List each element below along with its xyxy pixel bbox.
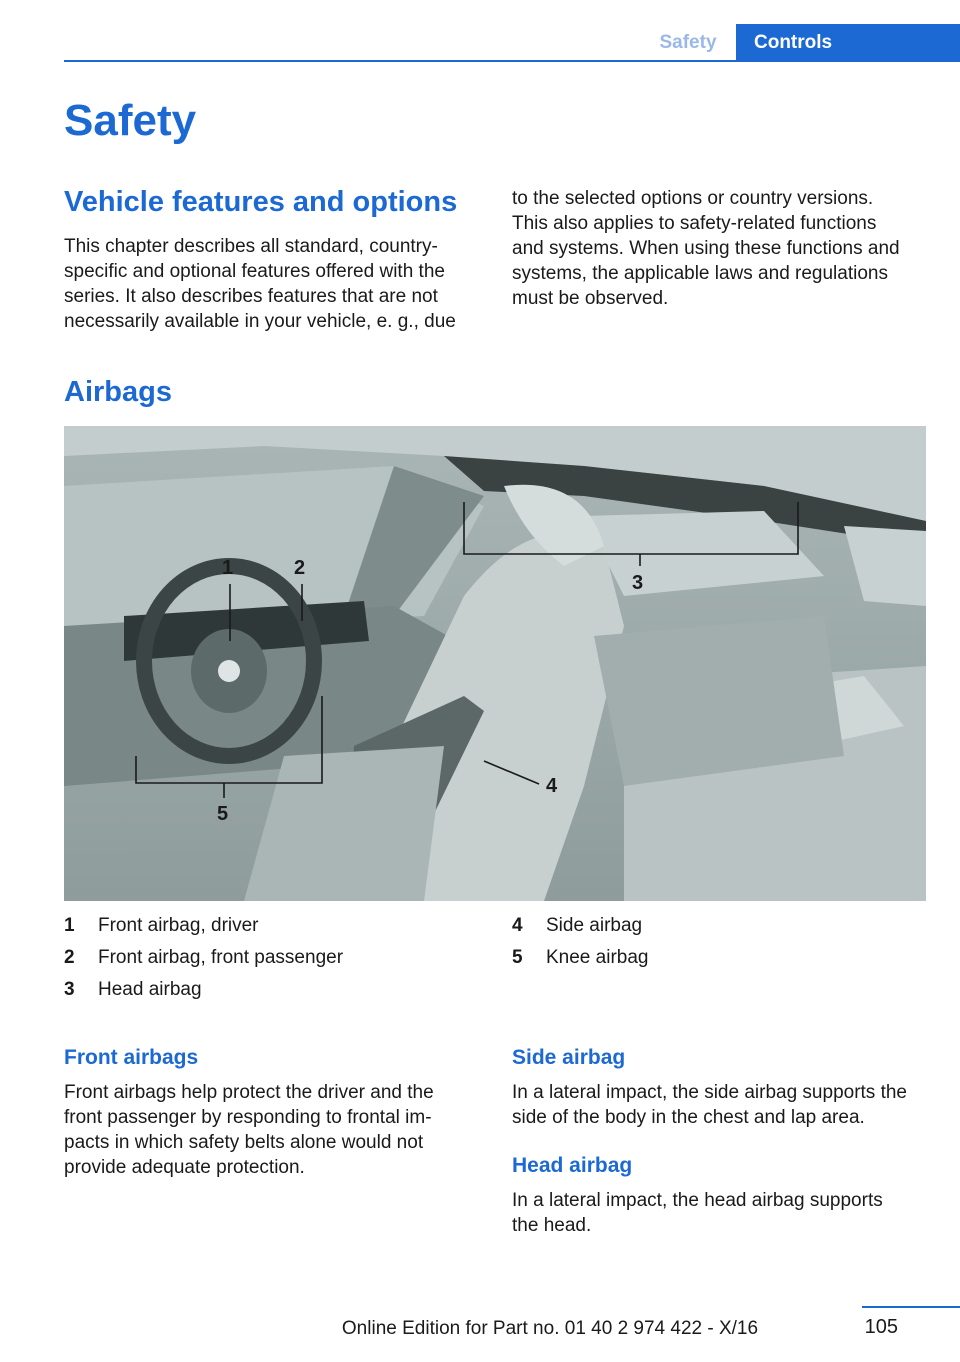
text-line: side of the body in the chest and lap area.: [512, 1107, 865, 1128]
legend-item: [512, 910, 932, 942]
legend-number: 2: [64, 947, 75, 968]
text-line: the head.: [512, 1215, 592, 1236]
text-line: must be observed.: [512, 288, 669, 309]
page-number: 105: [864, 1316, 898, 1338]
legend-label: Front airbag, front passenger: [98, 947, 344, 968]
head-airbag-text: [512, 1188, 932, 1238]
text-line: specific and optional features offered with the: [64, 261, 445, 282]
legend-item: [64, 942, 504, 974]
figure-legend-left: [64, 910, 504, 1006]
front-airbags-heading: Front airbags: [64, 1046, 199, 1069]
figure-legend-right: [512, 910, 932, 974]
text-line: series. It also describes features that are not: [64, 286, 438, 307]
text-line: to the selected options or country versions.: [512, 188, 874, 209]
header-section-tab[interactable]: Safety: [659, 32, 717, 53]
footer-rule: [862, 1306, 960, 1308]
front-airbags-text: [64, 1080, 484, 1180]
text-line: This also applies to safety-related functions: [512, 213, 877, 234]
text-line: front passenger by responding to frontal im‐: [64, 1107, 432, 1128]
callout-4: 4: [546, 775, 558, 797]
callout-1: 1: [222, 557, 234, 579]
legend-number: 3: [64, 979, 75, 1000]
callout-3: 3: [632, 572, 644, 594]
text-line: provide adequate protection.: [64, 1157, 305, 1178]
car-interior-drawing: [64, 426, 926, 901]
text-line: pacts in which safety belts alone would not: [64, 1132, 424, 1153]
legend-item: [64, 910, 504, 942]
legend-label: Head airbag: [98, 979, 202, 1000]
callout-2: 2: [294, 557, 306, 579]
text-line: necessarily available in your vehicle, e. g., due: [64, 311, 456, 332]
legend-item: [512, 942, 932, 974]
text-line: This chapter describes all standard, country-: [64, 236, 438, 257]
legend-number: 5: [512, 947, 523, 968]
legend-label: Side airbag: [546, 915, 643, 936]
legend-label: Knee airbag: [546, 947, 649, 968]
vehicle-features-text-col2: [512, 186, 932, 311]
page-title: Safety: [64, 96, 197, 145]
text-line: and systems. When using these functions and: [512, 238, 900, 259]
text-line: Front airbags help protect the driver and the: [64, 1082, 434, 1103]
edition-note: Online Edition for Part no. 01 40 2 974 422 - X/16: [341, 1318, 759, 1339]
header-rule: [64, 60, 960, 62]
vehicle-features-text-col1: [64, 234, 484, 334]
text-line: In a lateral impact, the head airbag supports: [512, 1190, 883, 1211]
vehicle-features-heading: Vehicle features and options: [64, 186, 458, 218]
airbag-locations-illustration: [64, 426, 926, 901]
side-airbag-heading: Side airbag: [512, 1046, 626, 1069]
legend-number: 1: [64, 915, 75, 936]
head-airbag-heading: Head airbag: [512, 1154, 633, 1177]
header-chapter-tab[interactable]: Controls: [736, 24, 960, 62]
legend-label: Front airbag, driver: [98, 915, 259, 936]
legend-number: 4: [512, 915, 523, 936]
callout-5: 5: [217, 803, 229, 825]
legend-item: [64, 974, 504, 1006]
airbags-heading: Airbags: [64, 376, 172, 408]
side-airbag-text: [512, 1080, 952, 1130]
text-line: In a lateral impact, the side airbag supports the: [512, 1082, 908, 1103]
text-line: systems, the applicable laws and regulations: [512, 263, 888, 284]
